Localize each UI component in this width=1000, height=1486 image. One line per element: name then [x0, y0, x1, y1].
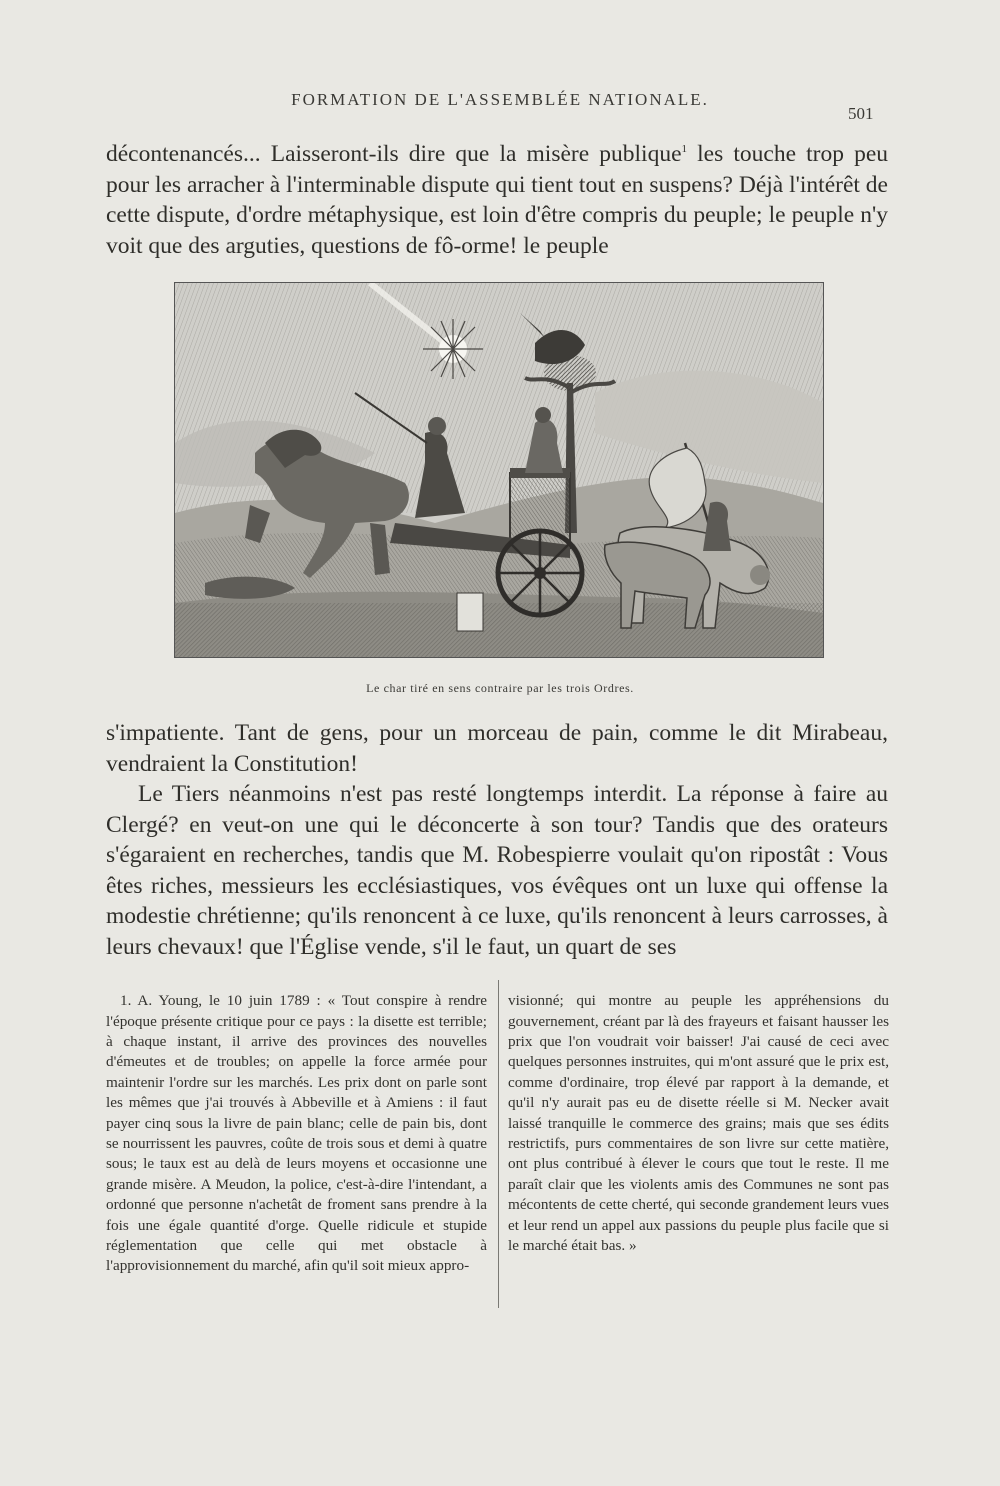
column-divider	[498, 980, 499, 1308]
paragraph	[106, 134, 888, 261]
running-head: FORMATION DE L'ASSEMBLÉE NATIONALE.	[291, 90, 709, 109]
paragraph: Le Tiers néanmoins n'est pas resté longtemps interdit. La réponse à faire au Clergé? en veut-on une qui le déconcerte à son tour? Tandis que des orateurs s'égaraient en recherches, tandis que M. Robespierre voulait qu'on ripostât : Vous êtes riches, messieurs les ecclésiastiques, vos évêques ont un luxe qui offense la modestie chrétienne; qu'ils renoncent à ce luxe, qu'ils renoncent à leurs carrosses, à leurs chevaux! que l'Église vende, s'il le faut, un quart de ses	[106, 781, 888, 960]
body-text-top	[106, 134, 888, 261]
barrel	[457, 593, 483, 631]
footnote-left-column: 1. A. Young, le 10 juin 1789 : « Tout conspire à rendre l'époque présente critique pour ce pays : la disette est terrible; à chaque instant, il arrive des provinces des nouvelles d'émeutes et de troubles; on appelle la force armée pour maintenir l'ordre sur les marchés. Les prix dont on parle sont les mêmes que j'ai trouvés à Abbeville et à Amiens : il faut payer cinq sous la livre de pain blanc; celle de pain bis, dont se nourrissent les pauvres, coûte de trois sous et demi à quatre sous; le taux est au delà de leurs moyens et occasionne une grande misère. A Meudon, la police, c'est-à-dire l'intendant, a ordonné que personne n'achetât de froment sans prendre à la fois une égale quantité d'orge. Quelle ridicule et stupide réglementation que celle qui met obstacle à l'approvisionnement du marché, afin qu'il soit mieux appro-	[106, 992, 487, 1275]
paragraph-text: les touche trop peu pour les arracher à l'interminable dispute qui tient tout en suspens? Déjà l'intérêt de cette dispute, d'ordre métaphysique, est loin d'être compris du peuple; le peuple n'y voit que des arguties, questions de fô-orme! le peuple	[106, 141, 889, 259]
body-text-bottom	[106, 718, 888, 962]
figure-caption: Le char tiré en sens contraire par les trois Ordres.	[366, 681, 634, 695]
paragraph-text: décontenancés... Laisseront-ils dire que la misère publique	[106, 141, 682, 167]
footnote-right-column: visionné; qui montre au peuple les appréhensions du gouvernement, créant par là des frayeurs et faisant hausser les prix que l'on voudrait voir baisser! J'ai causé de ceci avec quelques personnes instruites, qui m'ont assuré que le prix est, comme d'ordinaire, trop élevé par rapport à la demande, et qu'il n'y aurait pas eu de disette réelle si M. Necker avait laissé tranquille le commerce des grains; mais que ses édits restrictifs, purs commentaires de son livre sur cette matière, ont plus contribué à élever le cours que tout le reste. Il me paraît clair que les violents amis des Communes ne sont pas mécontents de cette cherté, qui seconde grandement leurs vues et leur rend un appel aux passions du peuple plus facile que si le marché était bas. »	[508, 992, 889, 1255]
engraving-image	[175, 283, 823, 657]
footnotes	[106, 976, 888, 1316]
engraving-figure	[174, 282, 824, 658]
chariot-wheel	[498, 531, 582, 615]
page-number: 501	[848, 104, 874, 123]
footnote-ref[interactable]: 1	[681, 143, 688, 155]
paragraph: s'impatiente. Tant de gens, pour un morceau de pain, comme le dit Mirabeau, vendraient la Constitution!	[106, 720, 888, 777]
